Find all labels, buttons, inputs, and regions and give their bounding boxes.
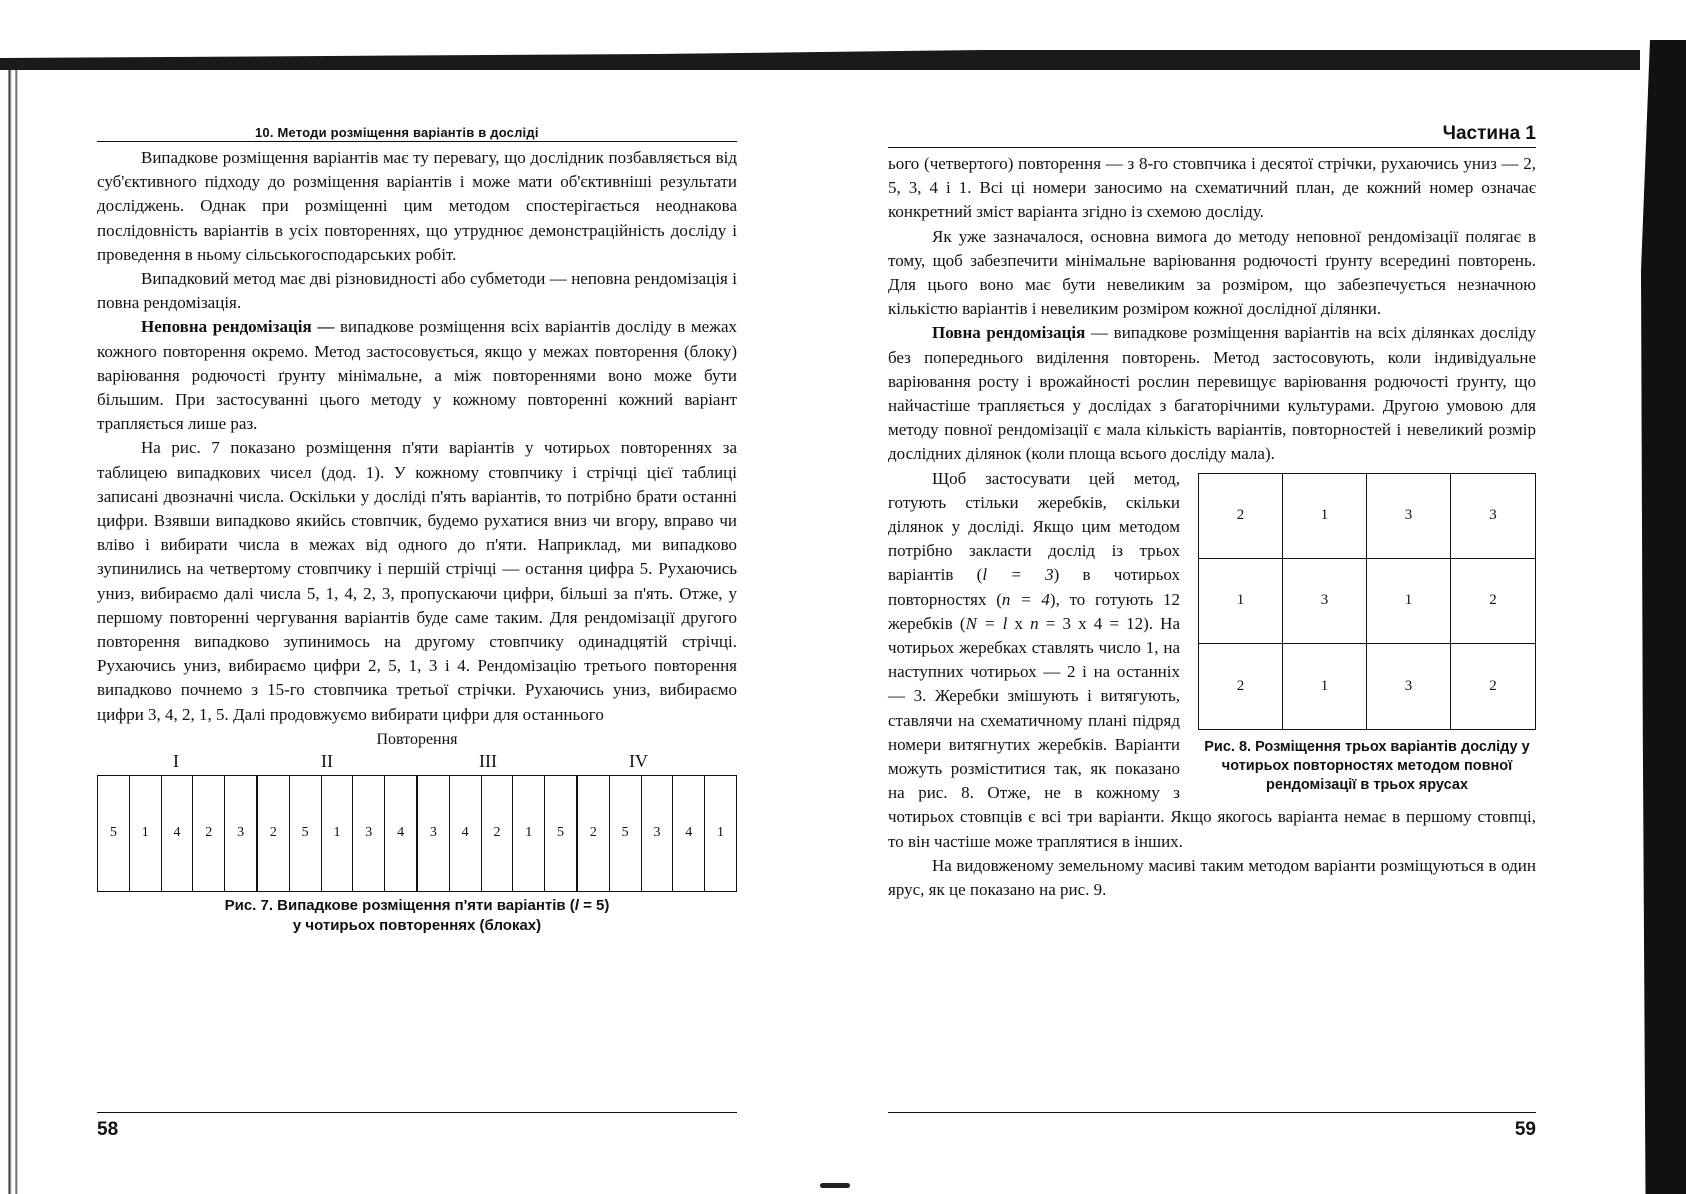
figure-7-plot-strip xyxy=(97,775,737,892)
plot-cell: 1 xyxy=(1199,559,1283,644)
left-paragraph-1: Випадкове розміщення варіантів має ту перевагу, що дослідник позбавляється від суб'єктивного підходу до розміщення варіантів і може мати об'єктивніші результати досліджень. Однак при розміщенні цим методом спостерігається неоднакова послідовність варіантів в усіх повтореннях, що утруднює демонстраційність досліду і проведення в ньому сільськогосподарських робіт. xyxy=(97,148,737,264)
plot-cell: 2 xyxy=(578,776,610,891)
left-page-footer xyxy=(97,1112,737,1141)
figure-8-grid xyxy=(1198,473,1536,730)
figure-7-title: Повторення xyxy=(376,730,458,748)
plot-cell: 2 xyxy=(1489,677,1497,694)
plot-cell: 1 xyxy=(717,825,725,841)
scan-shadow-right xyxy=(1596,40,1686,1194)
right-paragraph-5: На видовженому земельному масиві таким методом варіанти розміщуються в один ярус, як це показано на рис. 9. xyxy=(888,855,1536,900)
right-paragraph-2: Як уже зазначалося, основна вимога до методу неповної рендомізації полягає в тому, щоб забезпечити мінімальне варіювання родючості ґрунту всередині повторень. Для цього воно має бути невеликим за розміром, що забезпечується незначною кількістю варіантів і невеликим розміром кожної дослідної ділянки. xyxy=(888,226,1536,319)
plot-cell: 2 xyxy=(1199,644,1283,729)
figure-7 xyxy=(97,731,737,936)
plot-cell: 2 xyxy=(258,776,290,891)
plot-cell: 3 xyxy=(642,776,674,891)
plot-cell: 4 xyxy=(673,776,705,891)
plot-cell: 4 xyxy=(450,776,482,891)
plot-cell: 3 xyxy=(225,776,258,891)
spine-mark xyxy=(820,1183,850,1188)
plot-cell: 1 xyxy=(322,776,354,891)
plot-cell: 5 xyxy=(290,776,322,891)
right-page-footer xyxy=(888,1112,1536,1141)
plot-cell: 1 xyxy=(1367,559,1451,644)
rep-label: I xyxy=(173,750,179,771)
plot-cell: 5 xyxy=(610,776,642,891)
scan-shadow-left xyxy=(0,70,22,1194)
left-page-number: 58 xyxy=(97,1119,119,1140)
rep-label: IV xyxy=(629,750,648,771)
right-paragraph-1: ього (четвертого) повторення — з 8-го стовпчика і десятої стрічки, рухаючись униз — 2, 5, 3, 4 і 1. Всі ці номери заносимо на схематичний план, де кожний номер означає конкретний зміст варіанта згідно із схемою досліду. xyxy=(888,154,1536,222)
figure-8-caption: Рис. 8. Розміщення трьох варіантів досліду у чотирьох повторностях методом повної рендомізації в трьох ярусах xyxy=(1204,738,1530,793)
term-incomplete-randomization: Неповна рендомізація — xyxy=(141,317,335,337)
plot-cell: 3 xyxy=(418,776,450,891)
plot-cell: 1 xyxy=(513,776,545,891)
plot-cell: 3 xyxy=(1283,559,1367,644)
plot-cell: 4 xyxy=(385,776,418,891)
left-paragraph-2: Випадковий метод має дві різновидності або субметоди — неповна рендомізація і повна рендомізація. xyxy=(97,269,737,313)
plot-cell: 5 xyxy=(545,776,578,891)
plot-cell: 1 xyxy=(1283,474,1367,559)
plot-cell: 5 xyxy=(98,776,130,891)
rep-label: II xyxy=(321,750,333,771)
left-page xyxy=(97,125,737,936)
right-page-number: 59 xyxy=(1514,1119,1536,1140)
plot-cell: 3 xyxy=(1367,474,1451,559)
figure-7-rep-labels xyxy=(97,749,737,773)
plot-cell: 4 xyxy=(162,776,194,891)
right-page xyxy=(888,125,1536,902)
figure-8 xyxy=(1198,473,1536,795)
plot-cell: 3 xyxy=(1451,474,1535,559)
plot-cell: 3 xyxy=(1367,644,1451,729)
left-running-header: 10. Методи розміщення варіантів в досліді xyxy=(97,125,737,142)
right-running-header: Частина 1 xyxy=(888,123,1536,148)
plot-cell: 2 xyxy=(1451,559,1535,644)
plot-cell: 2 xyxy=(193,776,225,891)
rep-label: III xyxy=(479,750,497,771)
plot-cell: 3 xyxy=(353,776,385,891)
left-paragraph-4: На рис. 7 показано розміщення п'яти варіантів у чотирьох повтореннях за таблицею випадкових чисел (дод. 1). У кожному стовпчику і стрічці цієї таблиці записані двозначні числа. Оскільки у досліді п'ять варіантів, то потрібно брати останні цифри. Взявши випадково якийсь стовпчик, будемо рухатися вниз чи вгору, вправо чи вліво і вибирати числа в межах від одного до п'яти. Наприклад, ми випадково зупинились на четвертому стовпчику і першій стрічці — остання цифра 5. Рухаючись униз, вибираємо далі числа 5, 1, 4, 2, 3, пропускаючи цифри, більші за п'ять. Отже, у першому повторенні чергування варіантів буде саме таким. Для рендомізації другого повторення випадково зупинимось на другому стовпчику одинадцятій стрічці. Рухаючись униз, вибираємо цифри 2, 5, 1, 3 і 4. Рендомізацію третього повторення випадково почнемо з 15-го стовпчика третьої стрічки. Рухаючись униз, вибираємо цифри 3, 4, 2, 1, 5. Далі продовжуємо вибирати цифри для останнього xyxy=(97,438,737,724)
right-paragraph-4: Щоб застосувати цей метод, готують стільки жеребків, скільки ділянок у досліді. Якщо цим методом потрібно закласти дослід із трьох варіантів (l = 3) в чотирьох повторностях (n = 4), то готують 12 жеребків (N = l x n = 3 x 4 = 12). На чотирьох жеребках ставлять число 1, на наступних чотирьох — 2 і на останніх — 3. Жеребки змішують і витягують, ставлячи на схематичному плані підряд номери витягнутих жеребків. Варіанти можуть розміститися так, як показано на рис. 8. Отже, не в кожному з чотирьох стовпців є всі три варіанти. Якщо якогось варіанта немає в першому стовпці, то він частіше може траплятися в інших. xyxy=(888,468,1536,851)
plot-cell: 2 xyxy=(482,776,514,891)
plot-cell: 1 xyxy=(130,776,162,891)
left-paragraph-3: Неповна рендомізація — випадкове розміщення всіх варіантів досліду в межах кожного повторення окремо. Метод застосовується, якщо у межах повторення (блоку) варіювання родючості ґрунту мінімальне, а між повтореннями воно може бути більшим. При застосуванні цього методу у кожному повторенні кожний варіант трапляється лише раз. xyxy=(97,317,737,434)
plot-cell: 1 xyxy=(1283,644,1367,729)
term-complete-randomization: Повна рендомізація xyxy=(932,323,1086,343)
right-paragraph-3: Повна рендомізація — випадкове розміщення варіантів на всіх ділянках досліду без попереднього виділення повторень. Метод застосовують, коли індивідуальне варіювання росту і врожайності рослин перевищує варіювання родючості ґрунту, що найчастіше трапляється у дослідах з багаторічними культурами. Другою умовою для методу повної рендомізації є мала кількість варіантів, повторностей і невеликий розмір дослідних ділянок (коли площа всього досліду мала). xyxy=(888,323,1537,464)
plot-cell: 2 xyxy=(1199,474,1283,559)
figure-7-caption: Рис. 7. Випадкове розміщення п'яти варіантів (l = 5) у чотирьох повтореннях (блоках) xyxy=(224,896,610,934)
